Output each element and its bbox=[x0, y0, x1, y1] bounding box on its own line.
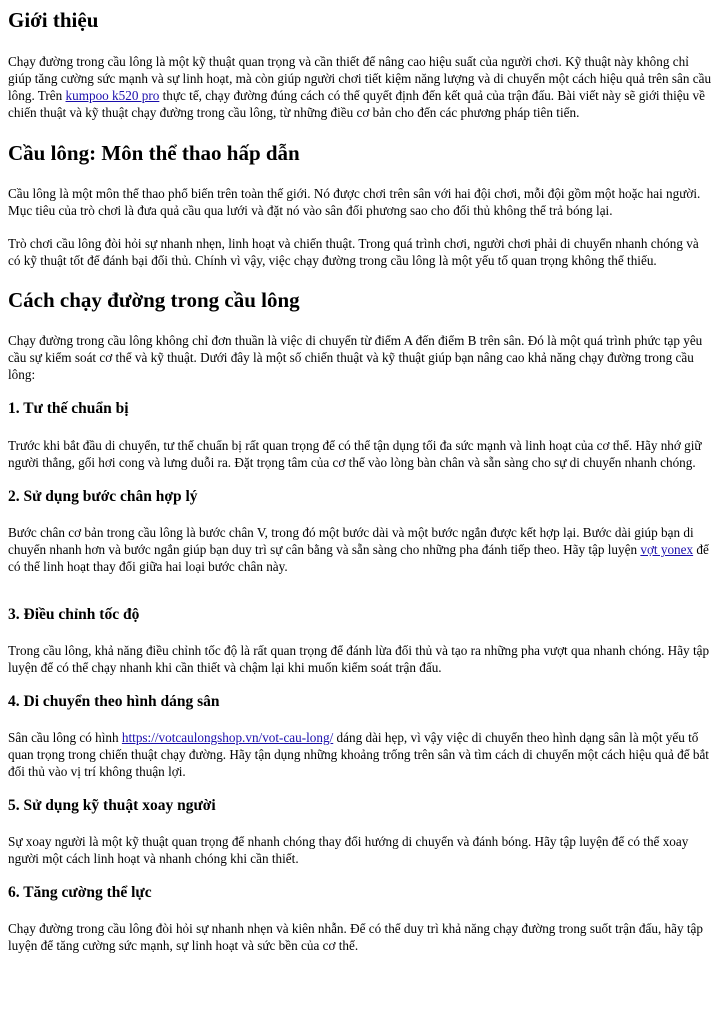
cach-paragraph: Chạy đường trong cầu lông không chỉ đơn thuần là việc di chuyển từ điểm A đến điểm B trên sân. Đó là một quá trình phức tạp yêu cầu sự kiểm soát cơ thể và kỹ thuật. Dưới đây là một số chiến thuật và kỹ thuật giúp bạn nâng cao khả năng chạy đường trong cầu lông: bbox=[8, 333, 703, 382]
section-4-text-after-link: dáng dài hẹp, vì vậy việc di chuyển theo hình dạng sân là một yếu tố quan trọng trong chiến thuật chạy đường. Hãy tận dụng những khoảng trống trên sân và tìm cách di chuyển một cách hiệu quả để bắt đối thủ vào vị trí không thuận lợi. bbox=[8, 730, 709, 779]
intro-text-before-link: Chạy đường trong cầu lông là một kỹ thuật quan trọng và cần thiết để nâng cao hiệu suất của người chơi. Kỹ thuật này không chỉ giúp tăng cường sức mạnh và sự linh hoạt, mà còn giúp người chơi tiết kiệm năng lượng và di chuyển một cách hiệu quả trên sân cầu lông. Trên bbox=[8, 54, 712, 103]
intro-paragraph bbox=[8, 53, 712, 121]
section-3-paragraph: Trong cầu lông, khả năng điều chỉnh tốc độ là rất quan trọng để đánh lừa đối thủ và tạo ra những pha vượt qua nhanh chóng. Hãy tập luyện để có thể chạy nhanh khi cần thiết và chậm lại khi muốn kiểm soát trận đấu. bbox=[8, 643, 710, 675]
section-2-heading: 2. Sử dụng bước chân hợp lý bbox=[8, 488, 198, 505]
section-1-paragraph: Trước khi bắt đầu di chuyển, tư thế chuẩn bị rất quan trọng để có thể tận dụng tối đa sức mạnh và linh hoạt của cơ thể. Hãy nhớ giữ người thẳng, gối hơi cong và lưng duỗi ra. Đặt trọng tâm của cơ thể vào lòng bàn chân và sẵn sàng cho sự di chuyển nhanh chóng. bbox=[8, 438, 702, 470]
section-3-heading: 3. Điều chỉnh tốc độ bbox=[8, 606, 140, 623]
section-2-text-after-link: để có thể linh hoạt thay đổi giữa hai loại bước chân này. bbox=[8, 542, 709, 574]
cach-heading: Cách chạy đường trong cầu lông bbox=[8, 288, 300, 312]
section-1-heading: 1. Tư thế chuẩn bị bbox=[8, 400, 129, 417]
intro-heading: Giới thiệu bbox=[8, 8, 99, 32]
kumpoo-k520-pro-link[interactable]: kumpoo k520 pro bbox=[65, 88, 160, 103]
section-5-paragraph: Sự xoay người là một kỹ thuật quan trọng để nhanh chóng thay đổi hướng di chuyển và đánh bóng. Hãy tập luyện để có thể xoay người một cách linh hoạt và nhanh chóng khi cần thiết. bbox=[8, 834, 689, 866]
section-5-heading: 5. Sử dụng kỹ thuật xoay người bbox=[8, 797, 216, 814]
section-2-text-before-link: Bước chân cơ bản trong cầu lông là bước chân V, trong đó một bước dài và một bước ngắn được kết hợp lại. Bước dài giúp bạn di chuyển nhanh hơn và bước ngắn giúp bạn duy trì sự cân bằng và sẵn sàng cho những pha đánh tiếp theo. Hãy tập luyện bbox=[8, 525, 694, 557]
caulong-heading: Cầu lông: Môn thể thao hấp dẫn bbox=[8, 141, 300, 165]
vot-yonex-link[interactable]: vợt yonex bbox=[640, 542, 694, 557]
section-2-paragraph bbox=[8, 524, 712, 575]
section-6-heading: 6. Tăng cường thể lực bbox=[8, 884, 152, 901]
section-4-paragraph bbox=[8, 729, 712, 780]
section-4-text-before-link: Sân cầu lông có hình bbox=[8, 730, 122, 745]
caulong-paragraph-1: Cầu lông là một môn thể thao phổ biến trên toàn thế giới. Nó được chơi trên sân với hai đội chơi, mỗi đội gồm một hoặc hai người. Mục tiêu của trò chơi là đưa quả cầu qua lưới và đặt nó vào sân đối phương sao cho đối thủ không thể trả bóng lại. bbox=[8, 186, 701, 218]
caulong-paragraph-2: Trò chơi cầu lông đòi hỏi sự nhanh nhẹn, linh hoạt và chiến thuật. Trong quá trình chơi, người chơi phải di chuyển nhanh chóng và có kỹ thuật tốt để đánh bại đối thủ. Chính vì vậy, việc chạy đường trong cầu lông là một yếu tố quan trọng không thể thiếu. bbox=[8, 236, 699, 268]
article bbox=[0, 7, 720, 954]
intro-text-after-link: thực tế, chạy đường đúng cách có thể quyết định đến kết quả của trận đấu. Bài viết này sẽ giới thiệu về chiến thuật và kỹ thuật chạy đường trong cầu lông, từ những điều cơ bản cho đến các phương pháp tiên tiến. bbox=[8, 88, 705, 120]
section-6-paragraph: Chạy đường trong cầu lông đòi hỏi sự nhanh nhẹn và kiên nhẫn. Để có thể duy trì khả năng chạy đường trong suốt trận đấu, hãy tập luyện để tăng cường sức mạnh, sự linh hoạt và sức bền của cơ thể. bbox=[8, 921, 703, 953]
votcaulongshop-link[interactable]: https://votcaulongshop.vn/vot-cau-long/ bbox=[121, 730, 334, 745]
section-4-heading: 4. Di chuyển theo hình dáng sân bbox=[8, 693, 220, 710]
